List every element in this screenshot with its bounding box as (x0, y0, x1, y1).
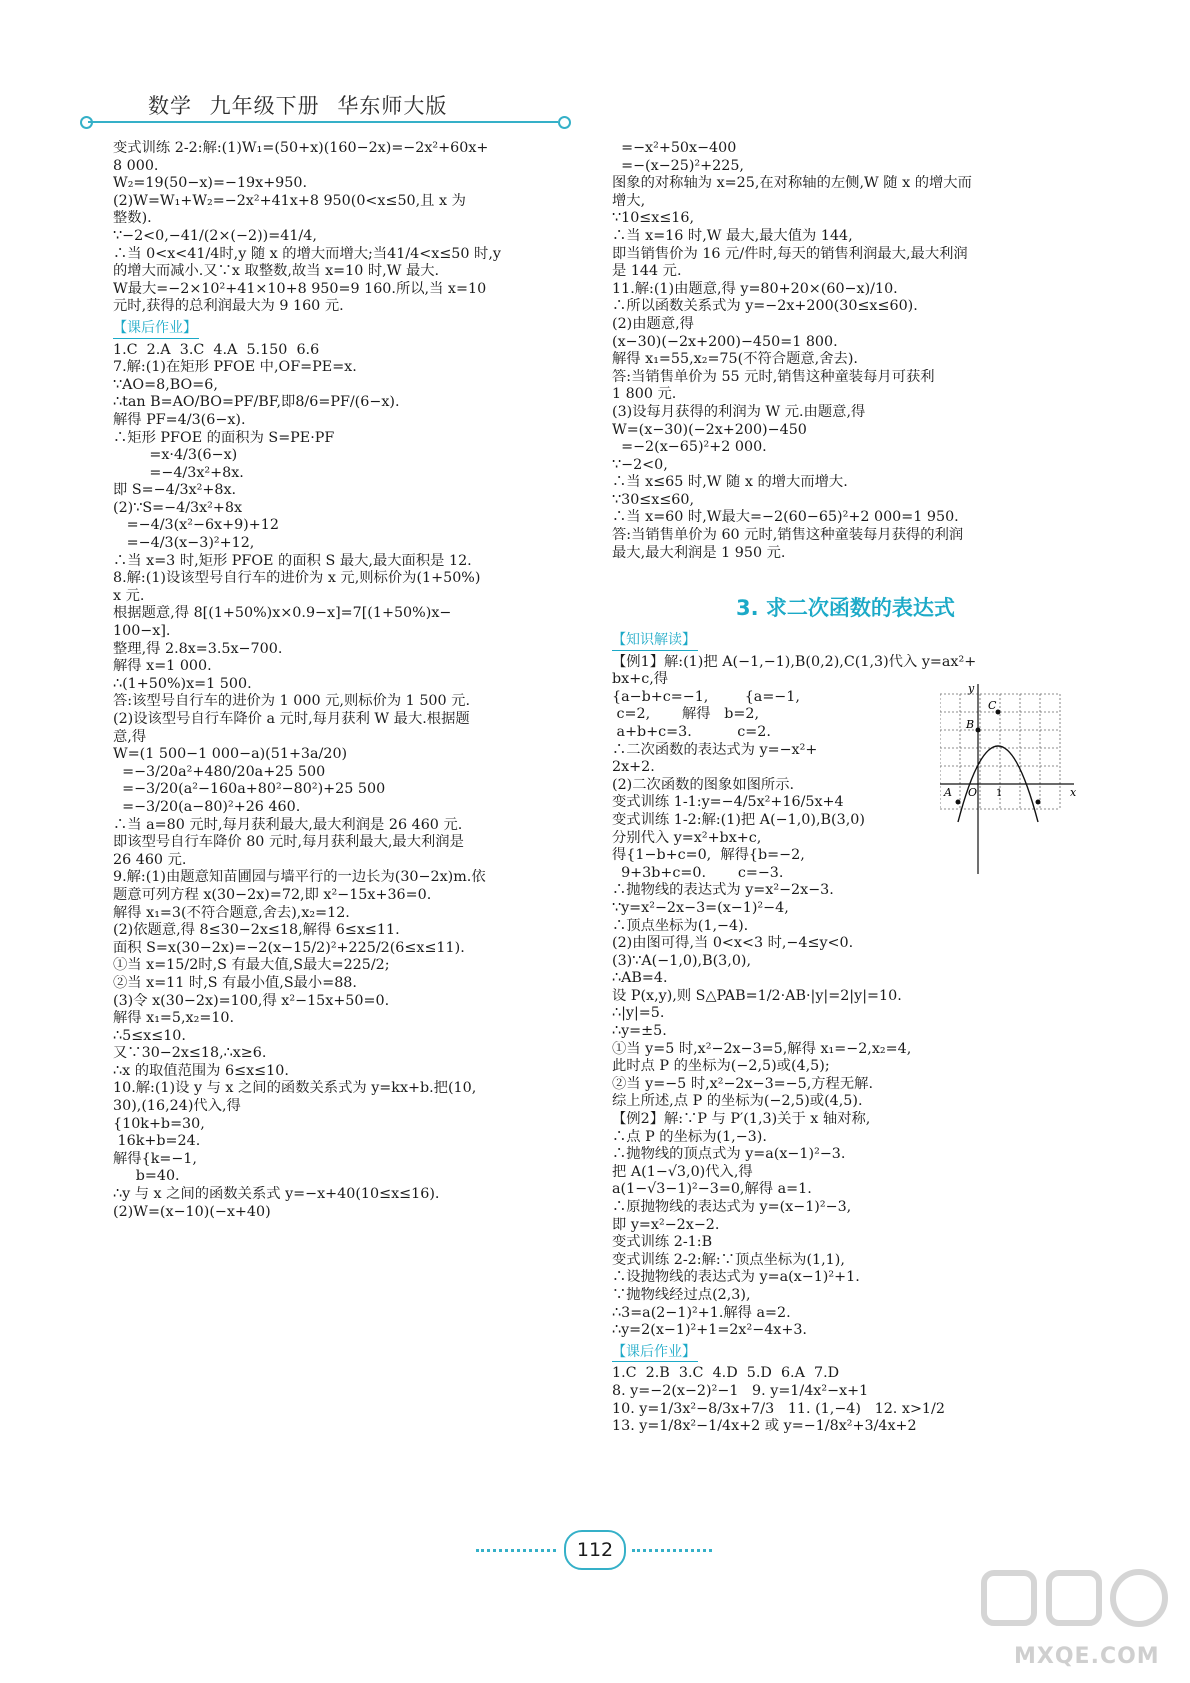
text-line: ∴y 与 x 之间的函数关系式 y=−x+40(10≤x≤16). (113, 1186, 440, 1203)
text-line: {a−b+c=−1, {a=−1, (612, 688, 800, 705)
text-line: (2)W=W₁+W₂=−2x²+41x+8 950(0<x≤50,且 x 为 (113, 192, 466, 209)
text-line: (3)∵A(−1,0),B(3,0), (612, 952, 752, 969)
text-line: ∴矩形 PFOE 的面积为 S=PE·PF (113, 429, 335, 446)
text-line: 100−x]. (113, 623, 171, 640)
text-line: 8. y=−2(x−2)²−1 9. y=1/4x²−x+1 (612, 1382, 869, 1399)
text-line: 图象的对称轴为 x=25,在对称轴的左侧,W 随 x 的增大而 (612, 175, 972, 192)
text-line: W=(1 500−1 000−a)(51+3a/20) (113, 746, 348, 763)
text-line: ∴当 x=3 时,矩形 PFOE 的面积 S 最大,最大面积是 12. (113, 552, 472, 569)
text-line: 即 S=−4/3x²+8x. (113, 482, 237, 499)
text-line: 7.解:(1)在矩形 PFOE 中,OF=PE=x. (113, 359, 357, 376)
text-line: 综上所述,点 P 的坐标为(−2,5)或(4,5). (612, 1093, 863, 1110)
text-line: 变式训练 2-1:B (612, 1234, 713, 1251)
text-line: ∵−2<0, (612, 456, 668, 473)
tick-one-label: 1 (996, 788, 1003, 799)
text-line: 即该型号自行车降价 80 元时,每月获利最大,最大利润是 (113, 834, 464, 851)
text-line: =−4/3x²+8x. (113, 464, 244, 481)
text-line: 16k+b=24. (113, 1133, 201, 1150)
text-line: a(1−√3−1)²−3=0,解得 a=1. (612, 1181, 812, 1198)
text-line: 【课后作业】 (612, 1344, 698, 1363)
text-line: 解得 x₁=55,x₂=75(不符合题意,舍去). (612, 351, 858, 368)
text-line: 30),(16,24)代入,得 (113, 1098, 241, 1115)
parabola-graph (940, 684, 1080, 874)
page-number: 112 (564, 1530, 626, 1570)
text-line: W=(x−30)(−2x+200)−450 (612, 421, 807, 438)
text-line: ∴当 a=80 元时,每月获利最大,最大利润是 26 460 元. (113, 816, 463, 833)
text-line: 答:当销售单价为 55 元时,销售这种童装每月可获利 (612, 368, 935, 385)
text-line: 10.解:(1)设 y 与 x 之间的函数关系式为 y=kx+b.把(10, (113, 1080, 477, 1097)
page-footer (476, 1530, 716, 1570)
text-line: ∵10≤x≤16, (612, 210, 695, 227)
text-line: ∴tan B=AO/BO=PF/BF,即8/6=PF/(6−x). (113, 394, 400, 411)
text-line: ∴二次函数的表达式为 y=−x²+ (612, 741, 818, 758)
text-line: 9+3b+c=0. c=−3. (612, 864, 784, 881)
text-line: (2)∵S=−4/3x²+8x (113, 499, 243, 516)
text-line: 【例1】解:(1)把 A(−1,−1),B(0,2),C(1,3)代入 y=ax²+ (612, 653, 977, 670)
text-line: 【知识解读】 (612, 632, 698, 651)
text-line: 此时点 P 的坐标为(−2,5)或(4,5); (612, 1058, 830, 1075)
text-line: W₂=19(50−x)=−19x+950. (113, 175, 308, 192)
header-title: 数学 九年级下册 华东师大版 (148, 94, 448, 118)
right-column-top (612, 140, 1082, 562)
text-line: ∴抛物线的表达式为 y=x²−2x−3. (612, 882, 834, 899)
text-line: =−(x−25)²+225, (612, 157, 744, 174)
text-line: ∴|y|=5. (612, 1005, 665, 1022)
text-line: 答:当销售单价为 60 元时,销售这种童装每月获得的利润 (612, 527, 964, 544)
point-b-label: B (966, 718, 975, 731)
text-line: c=2, 解得 b=2, (612, 706, 759, 723)
text-line: 变式训练 2-2:解:∵顶点坐标为(1,1), (612, 1251, 845, 1268)
text-line: =x·4/3(6−x) (113, 447, 238, 464)
text-line: =−4/3(x−3)²+12, (113, 535, 255, 552)
text-line: {10k+b=30, (113, 1115, 205, 1132)
text-line: ∴当 x=60 时,W最大=−2(60−65)²+2 000=1 950. (612, 509, 959, 526)
text-line: 答:该型号自行车的进价为 1 000 元,则标价为 1 500 元. (113, 693, 470, 710)
text-line: =−2(x−65)²+2 000. (612, 439, 767, 456)
text-line: 根据题意,得 8[(1+50%)x×0.9−x]=7[(1+50%)x− (113, 605, 452, 622)
text-line: ∴当 0<x<41/4时,y 随 x 的增大而增大;当41/4<x≤50 时,y (113, 245, 501, 262)
text-line: 8.解:(1)设该型号自行车的进价为 x 元,则标价为(1+50%) (113, 570, 481, 587)
text-line: (2)由图可得,当 0<x<3 时,−4≤y<0. (612, 935, 854, 952)
text-line: (3)令 x(30−2x)=100,得 x²−15x+50=0. (113, 992, 390, 1009)
watermark-logo-icon (974, 1563, 1174, 1643)
text-line: (2)由题意,得 (612, 315, 694, 332)
text-line: x 元. (113, 587, 145, 604)
y-axis-label: y (968, 684, 975, 695)
origin-label: O (968, 786, 978, 799)
text-line: 1.C 2.A 3.C 4.A 5.150 6.6 (113, 341, 320, 358)
text-line: =−3/20(a²−160a+80²−80²)+25 500 (113, 781, 386, 798)
watermark (974, 1563, 1174, 1673)
header-dot-right (558, 116, 571, 129)
text-line: 变式训练 2-2:解:(1)W₁=(50+x)(160−2x)=−2x²+60x+ (113, 140, 489, 156)
point-c-label: C (988, 699, 997, 712)
text-line: (2)W=(x−10)(−x+40) (113, 1203, 271, 1220)
text-line: ∴点 P 的坐标为(1,−3). (612, 1128, 767, 1145)
text-line: 解得 x₁=5,x₂=10. (113, 1010, 235, 1027)
text-line: 整数). (113, 210, 152, 227)
text-line: ∵抛物线经过点(2,3), (612, 1286, 751, 1303)
text-line: 8 000. (113, 157, 159, 174)
text-line: ∵30≤x≤60, (612, 491, 695, 508)
text-line: 把 A(1−√3,0)代入,得 (612, 1163, 753, 1180)
text-line: 的增大而减小.又∵x 取整数,故当 x=10 时,W 最大. (113, 263, 440, 280)
text-line: ∵−2<0,−41/(2×(−2))=41/4, (113, 227, 317, 244)
text-line: bx+c,得 (612, 671, 669, 688)
text-line: (2)依题意,得 8≤30−2x≤18,解得 6≤x≤11. (113, 922, 400, 939)
text-line: ∴所以函数关系式为 y=−2x+200(30≤x≤60). (612, 298, 918, 315)
text-line: =−x²+50x−400 (612, 140, 737, 156)
text-line: 增大, (612, 192, 646, 209)
text-line: 变式训练 1-1:y=−4/5x²+16/5x+4 (612, 794, 844, 811)
text-line: 1 800 元. (612, 386, 677, 403)
page-header (80, 90, 580, 130)
text-line: ∴设抛物线的表达式为 y=a(x−1)²+1. (612, 1269, 860, 1286)
text-line: 即当销售价为 16 元/件时,每天的销售利润最大,最大利润 (612, 245, 968, 262)
text-line: (2)二次函数的图象如图所示. (612, 776, 795, 793)
text-line: a+b+c=3. c=2. (612, 723, 771, 740)
text-line: ∴y=2(x−1)²+1=2x²−4x+3. (612, 1322, 807, 1339)
text-line: 1.C 2.B 3.C 4.D 5.D 6.A 7.D (612, 1365, 840, 1382)
text-line: 解得 x₁=3(不符合题意,舍去),x₂=12. (113, 904, 350, 921)
text-line: ∴x 的取值范围为 6≤x≤10. (113, 1062, 289, 1079)
text-line: 分别代入 y=x²+bx+c, (612, 829, 762, 846)
text-line: ②当 y=−5 时,x²−2x−3=−5,方程无解. (612, 1075, 873, 1092)
text-line: ∴抛物线的顶点式为 y=a(x−1)²−3. (612, 1146, 846, 1163)
text-line: ∵y=x²−2x−3=(x−1)²−4, (612, 899, 789, 916)
text-line: (3)设每月获得的利润为 W 元.由题意,得 (612, 403, 866, 420)
text-line: 解得 x=1 000. (113, 658, 212, 675)
text-line: ∴3=a(2−1)²+1.解得 a=2. (612, 1304, 791, 1321)
text-line: 整理,得 2.8x=3.5x−700. (113, 640, 283, 657)
text-line: 意,得 (113, 728, 147, 745)
text-line: 11.解:(1)由题意,得 y=80+20×(60−x)/10. (612, 280, 898, 297)
text-line: ∴顶点坐标为(1,−4). (612, 917, 749, 934)
text-line: 13. y=1/8x²−1/4x+2 或 y=−1/8x²+3/4x+2 (612, 1418, 917, 1435)
watermark-text: MXQE.COM (1014, 1644, 1160, 1669)
text-line: 面积 S=x(30−2x)=−2(x−15/2)²+225/2(6≤x≤11). (113, 939, 465, 956)
text-line: 解得 PF=4/3(6−x). (113, 411, 246, 428)
text-line: ②当 x=11 时,S 有最小值,S最小=88. (113, 974, 357, 991)
text-line: 得{1−b+c=0, 解得{b=−2, (612, 847, 805, 864)
text-line: 又∵30−2x≤18,∴x≥6. (113, 1045, 267, 1062)
text-line: 26 460 元. (113, 851, 187, 868)
text-line: W最大=−2×10²+41×10+8 950=9 160.所以,当 x=10 (113, 280, 487, 297)
section-title: 3. 求二次函数的表达式 (736, 596, 955, 620)
text-line: ∴AB=4. (612, 970, 668, 987)
text-line: =−4/3(x²−6x+9)+12 (113, 517, 279, 534)
text-line: 即 y=x²−2x−2. (612, 1216, 720, 1233)
text-line: 是 144 元. (612, 263, 682, 280)
text-line: ∴原抛物线的表达式为 y=(x−1)²−3, (612, 1199, 852, 1215)
text-line: b=40. (113, 1168, 180, 1185)
text-line: ∴当 x≤65 时,W 随 x 的增大而增大. (612, 474, 848, 491)
text-line: 9.解:(1)由题意知苗圃园与墙平行的一边长为(30−2x)m.依 (113, 869, 486, 886)
text-line: =−3/20(a−80)²+26 460. (113, 798, 301, 815)
text-line: (2)设该型号自行车降价 a 元时,每月获利 W 最大.根据题 (113, 711, 470, 727)
text-line: ∴y=±5. (612, 1023, 667, 1040)
point-a (956, 800, 961, 805)
footer-dots-right (632, 1549, 712, 1552)
text-line: 【课后作业】 (113, 320, 199, 339)
text-line: 题意可列方程 x(30−2x)=72,即 x²−15x+36=0. (113, 886, 432, 903)
text-line: 变式训练 1-2:解:(1)把 A(−1,0),B(3,0) (612, 811, 865, 828)
text-line: =−3/20a²+480/20a+25 500 (113, 763, 326, 780)
text-line: 10. y=1/3x²−8/3x+7/3 11. (1,−4) 12. x>1/2 (612, 1400, 945, 1417)
left-column (113, 140, 583, 1221)
text-line: (x−30)(−2x+200)−450=1 800. (612, 333, 838, 350)
text-line: 设 P(x,y),则 S△PAB=1/2·AB·|y|=2|y|=10. (612, 987, 902, 1004)
text-line: 元时,获得的总利润最大为 9 160 元. (113, 298, 344, 315)
text-line: 解得{k=−1, (113, 1150, 197, 1167)
text-line: ∴当 x=16 时,W 最大,最大值为 144, (612, 227, 853, 244)
header-line (88, 121, 558, 123)
text-line: ∴(1+50%)x=1 500. (113, 675, 252, 692)
point-d (1036, 800, 1041, 805)
text-line: 最大,最大利润是 1 950 元. (612, 544, 786, 561)
point-b (976, 728, 981, 733)
footer-dots-left (476, 1549, 556, 1552)
text-line: 【例2】解:∵P 与 P′(1,3)关于 x 轴对称, (612, 1111, 871, 1128)
point-a-label: A (944, 786, 952, 799)
text-line: ①当 y=5 时,x²−2x−3=5,解得 x₁=−2,x₂=4, (612, 1040, 912, 1057)
text-line: ∴5≤x≤10. (113, 1027, 186, 1044)
text-line: ∵AO=8,BO=6, (113, 376, 218, 393)
text-line: 2x+2. (612, 759, 655, 776)
text-line: ①当 x=15/2时,S 有最大值,S最大=225/2; (113, 957, 390, 974)
x-axis-label: x (1070, 786, 1077, 799)
